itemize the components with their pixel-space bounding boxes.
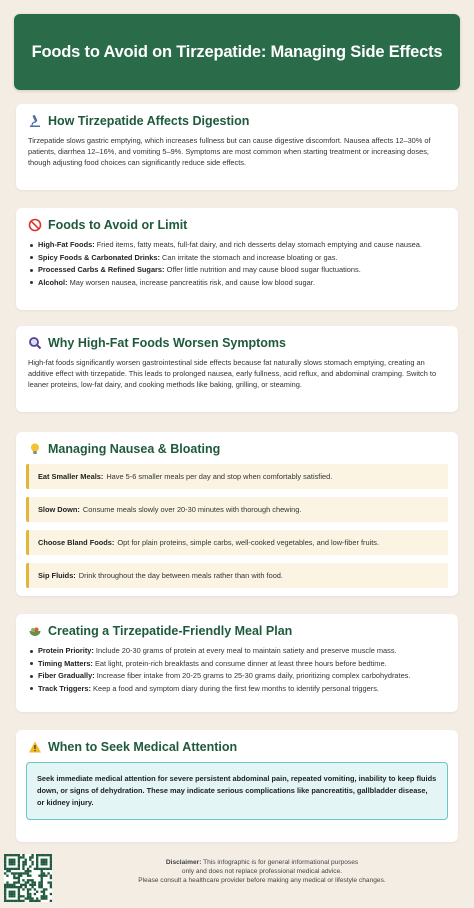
list-item: Alcohol: May worsen nausea, increase pancreatitis risk, and cause low blood sugar. — [38, 277, 446, 290]
avoid-list — [26, 239, 448, 289]
salad-bowl-icon — [28, 624, 42, 638]
mealplan-list — [26, 645, 448, 695]
list-item: High-Fat Foods: Fried items, fatty meats, full-fat dairy, and rich desserts delay stomach emptying and cause nausea. — [38, 239, 446, 252]
footer — [0, 850, 474, 908]
list-item: Track Triggers: Keep a food and symptom diary during the first few months to identify personal triggers. — [38, 683, 446, 696]
list-item: Processed Carbs & Refined Sugars: Offer little nutrition and may cause blood sugar fluctuations. — [38, 264, 446, 277]
list-item: Fiber Gradually: Increase fiber intake from 20-25 grams to 25-30 grams daily, prioritizing complex carbohydrates. — [38, 670, 446, 683]
digestion-text: Tirzepatide slows gastric emptying, which increases fullness but can cause digestive discomfort. Nausea affects 12–30% of patients, diarrhea 12–16%, and vomiting 5–9%. Symptoms are most common when starting treatment or increasing doses, though adjusting food choices can significantly reduce side effects. — [28, 136, 431, 168]
header-banner — [14, 14, 460, 90]
list-item: Protein Priority: Include 20-30 grams of protein at every meal to maintain satiety and preserve muscle mass. — [38, 645, 446, 658]
medical-title: When to Seek Medical Attention — [48, 740, 238, 754]
digestion-card — [16, 104, 458, 190]
no-entry-icon — [28, 218, 42, 232]
list-item: Spicy Foods & Carbonated Drinks: Can irritate the stomach and increase bloating or gas. — [38, 252, 446, 265]
warning-icon — [28, 740, 42, 754]
nausea-card — [16, 432, 458, 596]
microscope-icon — [28, 114, 42, 128]
medical-alert: Seek immediate medical attention for severe persistent abdominal pain, repeated vomiting, inability to keep fluids down, or signs of dehydration. These may indicate serious complications like pancreatitis, gallbladder disease, or kidney injury. — [26, 762, 448, 820]
mealplan-card — [16, 614, 458, 712]
disclaimer: Disclaimer: This infographic is for general informational purposes only and does not replace professional medical advice. Please consult a healthcare provider before making any medical or lifestyle changes. — [138, 859, 386, 885]
tip-item: Choose Bland Foods: Opt for plain proteins, simple carbs, well-cooked vegetables, and low-fiber fruits. — [26, 530, 448, 555]
nausea-title: Managing Nausea & Bloating — [48, 442, 221, 456]
lightbulb-icon — [28, 442, 42, 456]
avoid-title: Foods to Avoid or Limit — [48, 218, 188, 232]
digestion-title: How Tirzepatide Affects Digestion — [48, 114, 250, 128]
highfat-text: High-fat foods significantly worsen gastrointestinal side effects because fat naturally slows stomach emptying, creating an additive effect with tirzepatide. This leads to prolonged nausea, early fullness, acid reflux, and abdominal cramping. Switch to leaner proteins, low-fat dairy, and cooking methods like baking, grilling, or steaming. — [28, 358, 437, 390]
highfat-card — [16, 326, 458, 412]
tip-item: Eat Smaller Meals: Have 5-6 smaller meals per day and stop when comfortably satisfied. — [26, 464, 448, 489]
mealplan-title: Creating a Tirzepatide-Friendly Meal Plan — [48, 624, 293, 638]
tip-item: Slow Down: Consume meals slowly over 20-30 minutes with thorough chewing. — [26, 497, 448, 522]
list-item: Timing Matters: Eat light, protein-rich breakfasts and consume dinner at least three hours before bedtime. — [38, 658, 446, 671]
medical-card — [16, 730, 458, 842]
highfat-title: Why High-Fat Foods Worsen Symptoms — [48, 336, 286, 350]
magnifier-icon — [28, 336, 42, 350]
page-title: Foods to Avoid on Tirzepatide: Managing Side Effects — [31, 42, 443, 61]
qr-code-icon[interactable] — [4, 854, 52, 902]
avoid-card — [16, 208, 458, 310]
tip-item: Sip Fluids: Drink throughout the day between meals rather than with food. — [26, 563, 448, 588]
